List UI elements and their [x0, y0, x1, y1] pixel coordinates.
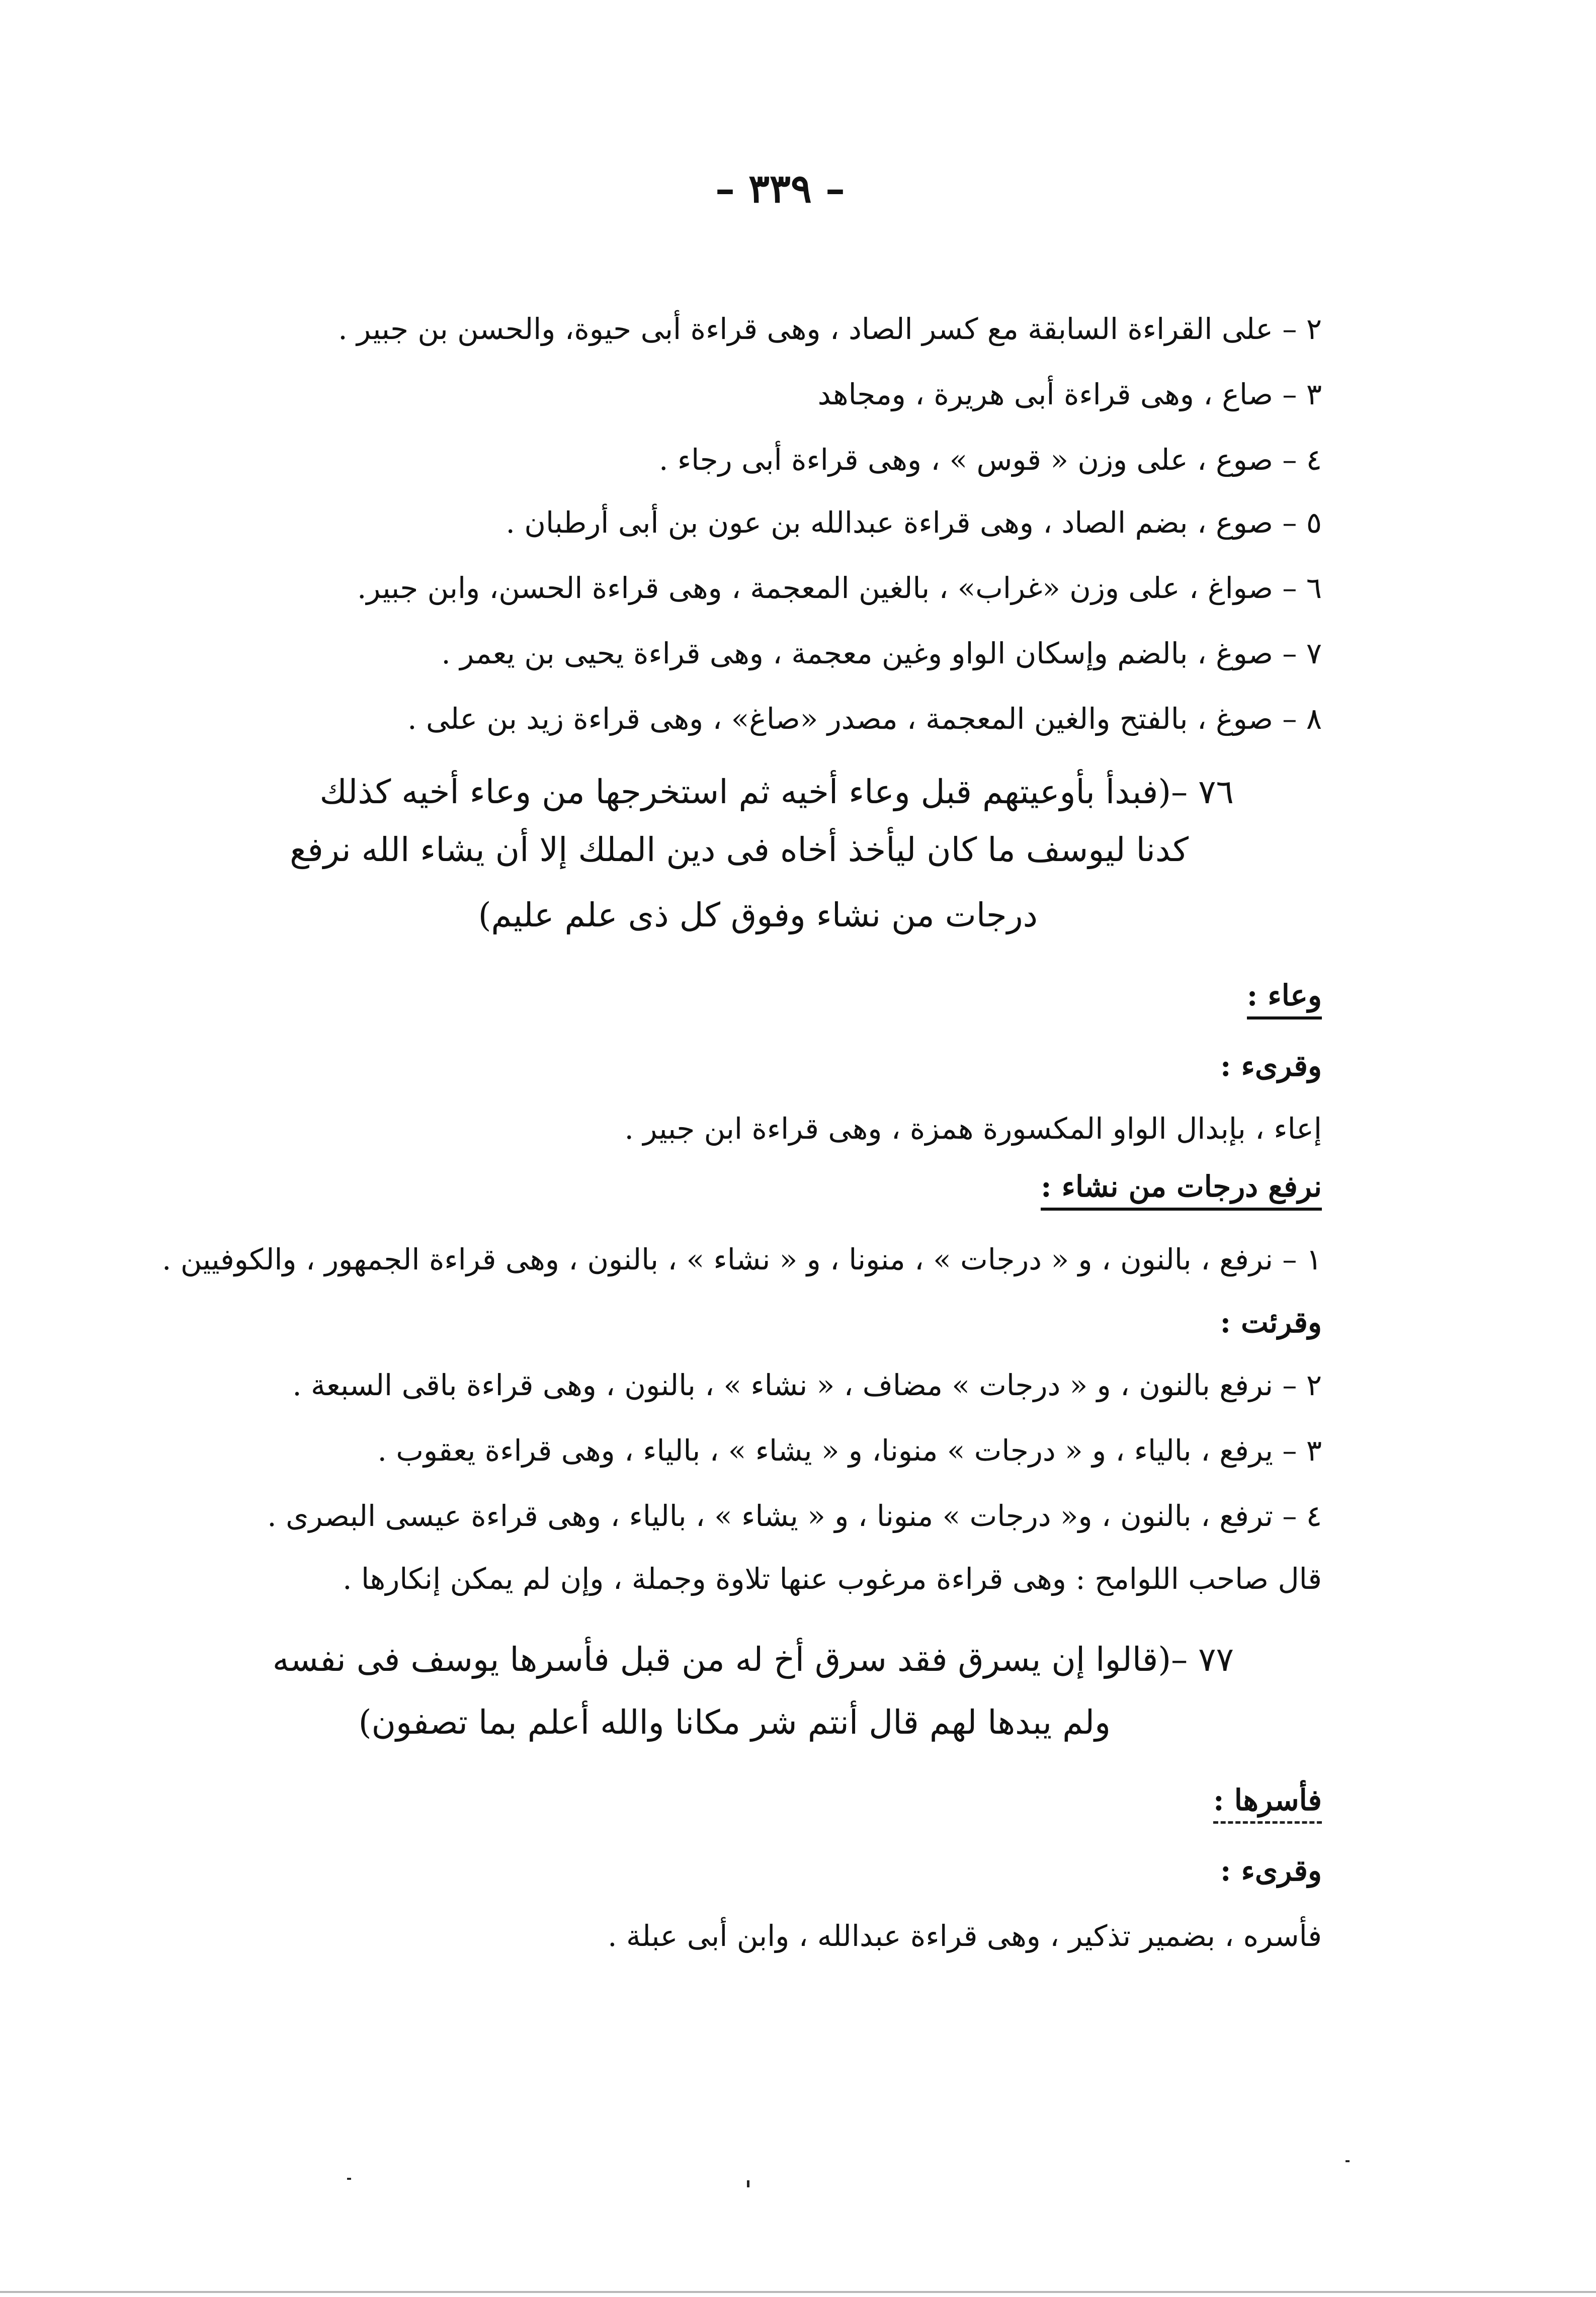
reading-line: ٣ – صاع ، وهى قراءة أبى هريرة ، ومجاهد	[817, 377, 1322, 411]
word-heading-text: نرفع درجات من نشاء :	[1041, 1169, 1322, 1211]
reading-line: ٧ – صوغ ، بالضم وإسكان الواو وغين معجمة ، وهى قراءة يحيى بن يعمر .	[441, 636, 1322, 670]
verse-76-line: كدنا ليوسف ما كان ليأخذ أخاه فى دين الملك إلا أن يشاء الله نرفع	[290, 830, 1189, 869]
bottom-border	[0, 2291, 1596, 2293]
verse-77-line: ٧٧ –(قالوا إن يسرق فقد سرق أخ له من قبل فأسرها يوسف فى نفسه	[272, 1640, 1234, 1679]
word-heading-text: فأسرها :	[1213, 1783, 1322, 1824]
verse-77-line: ولم يبدها لهم قال أنتم شر مكانا والله أعلم بما تصفون)	[358, 1703, 1111, 1742]
read-label: وقرىء :	[1220, 1049, 1322, 1083]
word-heading	[1213, 1783, 1322, 1818]
reading-line: ٤ – صوع ، على وزن « قوس » ، وهى قراءة أبى رجاء .	[658, 443, 1322, 477]
reading-line: ٨ – صوغ ، بالفتح والغين المعجمة ، مصدر «صاغ» ، وهى قراءة زيد بن على .	[407, 702, 1322, 736]
scan-speck	[1346, 2160, 1350, 2162]
read-label: وقرىء :	[1220, 1853, 1322, 1888]
reading-line: فأسره ، بضمير تذكير ، وهى قراءة عبدالله ، وابن أبى عبلة .	[608, 1919, 1322, 1953]
reading-line: ٤ – ترفع ، بالنون ، و« درجات » منونا ، و « يشاء » ، بالياء ، وهى قراءة عيسى البصرى .	[267, 1499, 1322, 1533]
word-heading	[1041, 1169, 1322, 1205]
reading-line: ٥ – صوع ، بضم الصاد ، وهى قراءة عبدالله بن عون بن أبى أرطبان .	[506, 505, 1322, 540]
verse-76-line: درجات من نشاء وفوق كل ذى علم عليم)	[478, 896, 1038, 934]
reading-line: ١ – نرفع ، بالنون ، و « درجات » ، منونا ، و « نشاء » ، بالنون ، وهى قراءة الجمهور ، والكوفيين .	[161, 1242, 1322, 1277]
reading-line: ٣ – يرفع ، بالياء ، و « درجات » منونا، و « يشاء » ، بالياء ، وهى قراءة يعقوب .	[377, 1433, 1322, 1468]
verse-76-line: ٧٦ –(فبدأ بأوعيتهم قبل وعاء أخيه ثم استخرجها من وعاء أخيه كذلك	[319, 773, 1234, 811]
reading-line: ٢ – على القراءة السابقة مع كسر الصاد ، وهى قراءة أبى حيوة، والحسن بن جبير .	[338, 312, 1322, 346]
word-heading	[1247, 978, 1322, 1013]
word-heading-text: وعاء :	[1247, 978, 1322, 1019]
scan-speck	[747, 2180, 749, 2187]
scan-speck	[347, 2178, 351, 2180]
reading-line: ٢ – نرفع بالنون ، و « درجات » مضاف ، « نشاء » ، بالنون ، وهى قراءة باقى السبعة .	[292, 1368, 1322, 1402]
reading-line: ٦ – صواغ ، على وزن «غراب» ، بالغين المعجمة ، وهى قراءة الحسن، وابن جبير.	[357, 571, 1322, 605]
read-label: وقرئت :	[1220, 1305, 1322, 1339]
reading-line: قال صاحب اللوامح : وهى قراءة مرغوب عنها تلاوة وجملة ، وإن لم يمكن إنكارها .	[343, 1562, 1322, 1596]
reading-line: إعاء ، بإبدال الواو المكسورة همزة ، وهى قراءة ابن جبير .	[624, 1112, 1322, 1146]
page-number: – ٣٣٩ –	[715, 166, 845, 212]
